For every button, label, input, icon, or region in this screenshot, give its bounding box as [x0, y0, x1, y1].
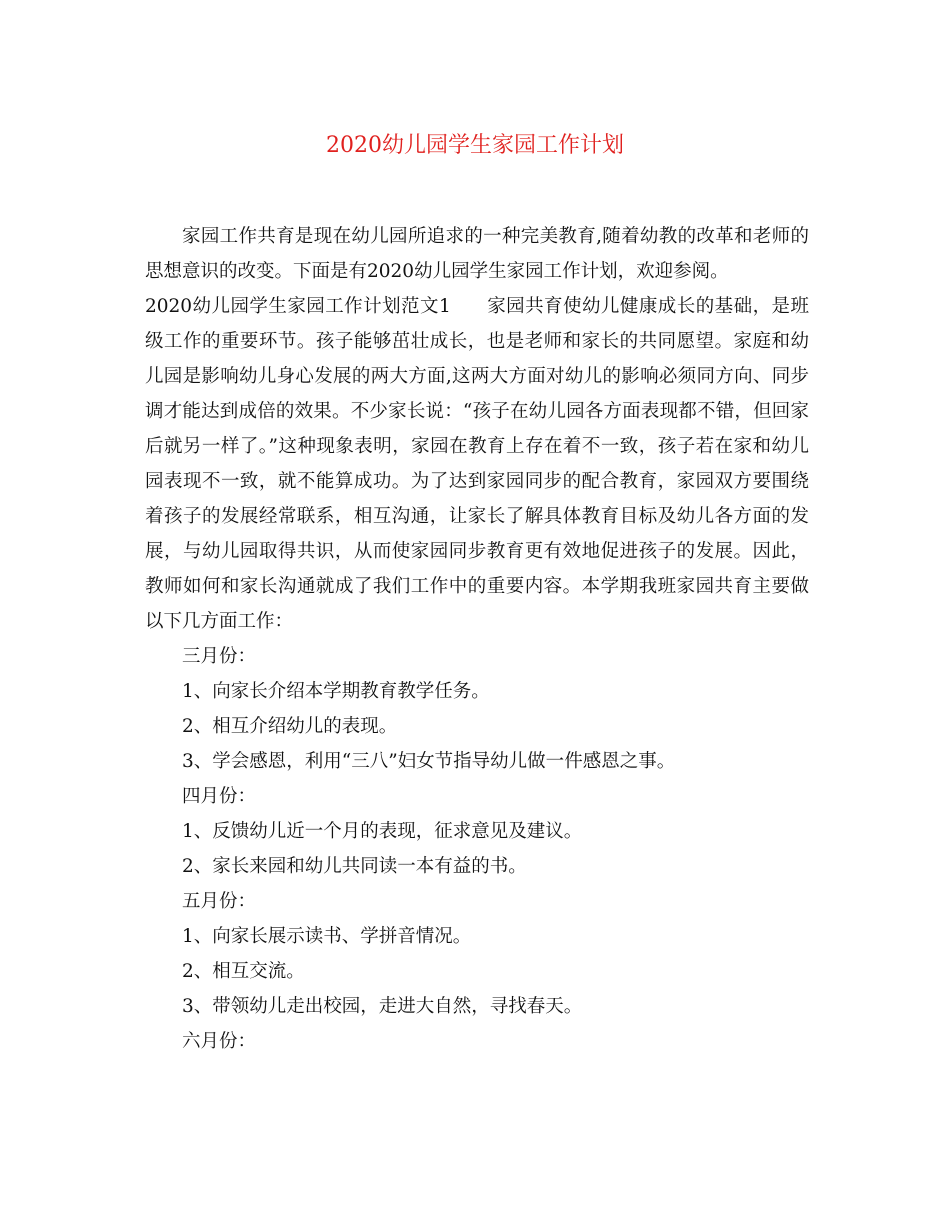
intro-paragraph: 家园工作共育是现在幼儿园所追求的一种完美教育,随着幼教的改革和老师的思想意识的改变。下面是有2020幼儿园学生家园工作计划，欢迎参阅。 — [145, 226, 809, 282]
section-body: 家园共育使幼儿健康成长的基础，是班级工作的重要环节。孩子能够茁壮成长，也是老师和家长的共同愿望。家庭和幼儿园是影响幼儿身心发展的两大方面,这两大方面对幼儿的影响必须同方向、同步调才能达到成倍的效果。不少家长说：“孩子在幼儿园各方面表现都不错，但回家后就另一样了。”这种现象表明，家园在教育上存在着不一致，孩子若在家和幼儿园表现不一致，就不能算成功。为了达到家园同步的配合教育，家园双方要围绕着孩子的发展经常联系，相互沟通，让家长了解具体教育目标及幼儿各方面的发展，与幼儿园取得共识，从而使家园同步教育更有效地促进孩子的发展。因此，教师如何和家长沟通就成了我们工作中的重要内容。本学期我班家园共育主要做以下几方面工作： — [145, 296, 809, 632]
list-item: 2、家长来园和幼儿共同读一本有益的书。 — [182, 856, 527, 877]
list-item: 3、带领幼儿走出校园，走进大自然，寻找春天。 — [182, 996, 583, 1017]
document-body — [145, 219, 809, 1059]
section-paragraph — [145, 289, 809, 639]
list-item: 2、相互介绍幼儿的表现。 — [182, 716, 398, 737]
month-heading-june: 六月份： — [182, 1031, 257, 1052]
month-heading-may: 五月份： — [182, 891, 257, 912]
list-item: 1、向家长介绍本学期教育教学任务。 — [182, 681, 490, 702]
month-heading-march: 三月份： — [182, 646, 257, 667]
month-heading-april: 四月份： — [182, 786, 257, 807]
section-heading: 2020幼儿园学生家园工作计划范文1 — [145, 296, 451, 317]
list-item: 2、相互交流。 — [182, 961, 305, 982]
list-item: 1、向家长展示读书、学拼音情况。 — [182, 926, 472, 947]
list-item: 3、学会感恩，利用“三八”妇女节指导幼儿做一件感恩之事。 — [182, 751, 676, 772]
document-title: 2020幼儿园学生家园工作计划 — [326, 133, 624, 158]
list-item: 1、反馈幼儿近一个月的表现，征求意见及建议。 — [182, 821, 583, 842]
